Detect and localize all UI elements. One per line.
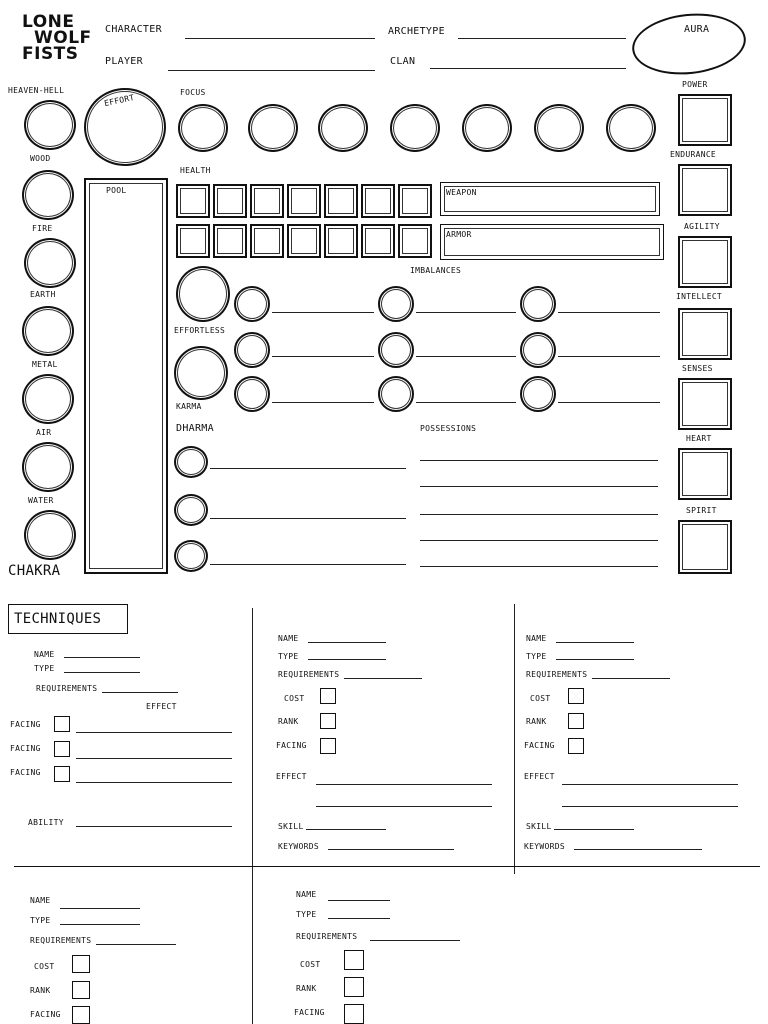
tech5-cost-label: COST bbox=[300, 960, 321, 969]
stat-endurance-box[interactable] bbox=[678, 164, 732, 216]
tech4-facing-box[interactable] bbox=[72, 1006, 90, 1024]
character-field[interactable] bbox=[185, 38, 375, 39]
health-box[interactable] bbox=[287, 184, 321, 218]
pool-box[interactable] bbox=[84, 178, 168, 574]
stat-agility-label: AGILITY bbox=[684, 222, 720, 231]
focus-circle[interactable] bbox=[318, 104, 368, 152]
techniques-title: TECHNIQUES bbox=[14, 611, 102, 627]
health-box[interactable] bbox=[213, 184, 247, 218]
chakra-earth-circle[interactable] bbox=[22, 306, 74, 356]
possessions-line[interactable] bbox=[420, 566, 658, 567]
archetype-field[interactable] bbox=[458, 38, 626, 39]
imbalance-line[interactable] bbox=[272, 356, 374, 357]
tech4-requirements-field[interactable] bbox=[96, 944, 176, 945]
imbalances-label: IMBALANCES bbox=[410, 266, 462, 275]
clan-label: CLAN bbox=[390, 56, 416, 67]
tech2-name-field[interactable] bbox=[308, 642, 386, 643]
tech1-facing-line[interactable] bbox=[76, 758, 232, 759]
tech5-name-label: NAME bbox=[296, 890, 317, 899]
divider-vertical bbox=[252, 608, 253, 1024]
tech1-ability-field[interactable] bbox=[76, 826, 232, 827]
stat-power-box[interactable] bbox=[678, 94, 732, 146]
imbalance-line[interactable] bbox=[416, 356, 516, 357]
tech5-type-field[interactable] bbox=[328, 918, 390, 919]
chakra-fire-circle[interactable] bbox=[24, 238, 76, 288]
chakra-heaven-hell-circle[interactable] bbox=[24, 100, 76, 150]
imbalance-line[interactable] bbox=[272, 402, 374, 403]
tech2-cost-label: COST bbox=[284, 694, 305, 703]
tech4-cost-box[interactable] bbox=[72, 955, 90, 973]
tech5-name-field[interactable] bbox=[328, 900, 390, 901]
dharma-line[interactable] bbox=[210, 518, 406, 519]
stat-power-label: POWER bbox=[682, 80, 708, 89]
tech2-requirements-label: REQUIREMENTS bbox=[278, 670, 340, 679]
health-label: HEALTH bbox=[180, 166, 211, 175]
health-box[interactable] bbox=[324, 184, 358, 218]
tech5-requirements-field[interactable] bbox=[370, 940, 460, 941]
tech1-facing-label: FACING bbox=[10, 768, 41, 777]
tech4-type-label: TYPE bbox=[30, 916, 51, 925]
health-box[interactable] bbox=[324, 224, 358, 258]
chakra-water-circle[interactable] bbox=[24, 510, 76, 560]
chakra-title: CHAKRA bbox=[8, 563, 61, 579]
tech4-facing-label: FACING bbox=[30, 1010, 61, 1019]
tech3-effect-field[interactable] bbox=[562, 784, 738, 785]
tech1-facing-box[interactable] bbox=[54, 766, 70, 782]
imbalance-line[interactable] bbox=[558, 356, 660, 357]
imbalance-circle[interactable] bbox=[234, 376, 270, 412]
tech3-name-label: NAME bbox=[526, 634, 547, 643]
imbalance-circle[interactable] bbox=[378, 376, 414, 412]
effortless-circle[interactable] bbox=[176, 266, 230, 322]
tech1-facing-label: FACING bbox=[10, 744, 41, 753]
health-box[interactable] bbox=[250, 224, 284, 258]
dharma-circle[interactable] bbox=[174, 540, 208, 572]
tech1-type-label: TYPE bbox=[34, 664, 55, 673]
tech1-effect-label: EFFECT bbox=[146, 702, 177, 711]
logo-line-3: FISTS bbox=[22, 44, 79, 64]
imbalance-circle[interactable] bbox=[520, 332, 556, 368]
tech3-requirements-field[interactable] bbox=[592, 678, 670, 679]
health-box[interactable] bbox=[398, 184, 432, 218]
armor-label: ARMOR bbox=[446, 230, 472, 239]
aura-field[interactable] bbox=[629, 8, 749, 80]
chakra-metal-circle[interactable] bbox=[22, 374, 74, 424]
health-box[interactable] bbox=[176, 224, 210, 258]
tech2-effect-field[interactable] bbox=[316, 806, 492, 807]
focus-circle[interactable] bbox=[248, 104, 298, 152]
tech2-type-label: TYPE bbox=[278, 652, 299, 661]
chakra-wood-circle[interactable] bbox=[22, 170, 74, 220]
tech3-type-label: TYPE bbox=[526, 652, 547, 661]
player-field[interactable] bbox=[168, 70, 375, 71]
tech1-facing-box[interactable] bbox=[54, 716, 70, 732]
tech2-requirements-field[interactable] bbox=[344, 678, 422, 679]
health-box[interactable] bbox=[213, 224, 247, 258]
chakra-wood-label: WOOD bbox=[30, 154, 51, 163]
aura-label: AURA bbox=[684, 24, 710, 35]
armor-field[interactable] bbox=[440, 224, 664, 260]
dharma-label: DHARMA bbox=[176, 423, 214, 434]
tech2-keywords-field[interactable] bbox=[328, 849, 454, 850]
tech1-facing-line[interactable] bbox=[76, 782, 232, 783]
tech5-facing-label: FACING bbox=[294, 1008, 325, 1017]
tech3-type-field[interactable] bbox=[556, 659, 634, 660]
tech3-cost-box[interactable] bbox=[568, 688, 584, 704]
tech2-facing-label: FACING bbox=[276, 741, 307, 750]
health-box[interactable] bbox=[398, 224, 432, 258]
tech5-cost-box[interactable] bbox=[344, 950, 364, 970]
imbalance-line[interactable] bbox=[416, 312, 516, 313]
tech5-rank-label: RANK bbox=[296, 984, 317, 993]
chakra-water-label: WATER bbox=[28, 496, 54, 505]
imbalance-line[interactable] bbox=[558, 402, 660, 403]
tech1-requirements-field[interactable] bbox=[102, 692, 178, 693]
tech2-effect-field[interactable] bbox=[316, 784, 492, 785]
tech3-name-field[interactable] bbox=[556, 642, 634, 643]
health-box[interactable] bbox=[287, 224, 321, 258]
imbalance-circle[interactable] bbox=[378, 286, 414, 322]
imbalance-line[interactable] bbox=[272, 312, 374, 313]
imbalance-circle[interactable] bbox=[520, 286, 556, 322]
tech2-facing-box[interactable] bbox=[320, 738, 336, 754]
stat-heart-box[interactable] bbox=[678, 448, 732, 500]
tech4-requirements-label: REQUIREMENTS bbox=[30, 936, 92, 945]
tech3-skill-label: SKILL bbox=[526, 822, 552, 831]
chakra-earth-label: EARTH bbox=[30, 290, 56, 299]
stat-senses-box[interactable] bbox=[678, 378, 732, 430]
tech2-skill-field[interactable] bbox=[306, 829, 386, 830]
logo-line-1: LONE bbox=[22, 12, 75, 32]
tech3-effect-label: EFFECT bbox=[524, 772, 555, 781]
tech5-type-label: TYPE bbox=[296, 910, 317, 919]
tech1-ability-label: ABILITY bbox=[28, 818, 64, 827]
pool-label: POOL bbox=[106, 186, 127, 195]
tech3-rank-label: RANK bbox=[526, 717, 547, 726]
possessions-line[interactable] bbox=[420, 486, 658, 487]
dharma-line[interactable] bbox=[210, 564, 406, 565]
tech3-facing-box[interactable] bbox=[568, 738, 584, 754]
tech5-requirements-label: REQUIREMENTS bbox=[296, 932, 358, 941]
logo bbox=[22, 14, 92, 62]
tech1-type-field[interactable] bbox=[64, 672, 140, 673]
tech1-requirements-label: REQUIREMENTS bbox=[36, 684, 98, 693]
chakra-air-circle[interactable] bbox=[22, 442, 74, 492]
tech2-name-label: NAME bbox=[278, 634, 299, 643]
chakra-fire-label: FIRE bbox=[32, 224, 53, 233]
focus-circle[interactable] bbox=[462, 104, 512, 152]
health-box[interactable] bbox=[361, 184, 395, 218]
character-label: CHARACTER bbox=[105, 24, 162, 35]
stat-spirit-box[interactable] bbox=[678, 520, 732, 574]
karma-label: KARMA bbox=[176, 402, 202, 411]
logo-line-2: WOLF bbox=[34, 28, 92, 48]
stat-heart-label: HEART bbox=[686, 434, 712, 443]
focus-circle[interactable] bbox=[390, 104, 440, 152]
tech3-keywords-field[interactable] bbox=[574, 849, 702, 850]
tech3-rank-box[interactable] bbox=[568, 713, 584, 729]
tech1-facing-line[interactable] bbox=[76, 732, 232, 733]
clan-field[interactable] bbox=[430, 68, 626, 69]
dharma-circle[interactable] bbox=[174, 494, 208, 526]
weapon-label: WEAPON bbox=[446, 188, 477, 197]
chakra-metal-label: METAL bbox=[32, 360, 58, 369]
tech1-facing-box[interactable] bbox=[54, 741, 70, 757]
tech4-cost-label: COST bbox=[34, 962, 55, 971]
stat-agility-box[interactable] bbox=[678, 236, 732, 288]
possessions-line[interactable] bbox=[420, 540, 658, 541]
stat-endurance-label: ENDURANCE bbox=[670, 150, 717, 159]
tech2-keywords-label: KEYWORDS bbox=[278, 842, 319, 851]
divider-horizontal bbox=[14, 866, 760, 867]
health-box[interactable] bbox=[176, 184, 210, 218]
tech3-effect-field[interactable] bbox=[562, 806, 738, 807]
dharma-circle[interactable] bbox=[174, 446, 208, 478]
tech1-facing-label: FACING bbox=[10, 720, 41, 729]
tech2-rank-label: RANK bbox=[278, 717, 299, 726]
stat-spirit-label: SPIRIT bbox=[686, 506, 717, 515]
tech3-skill-field[interactable] bbox=[554, 829, 634, 830]
divider-vertical bbox=[514, 604, 515, 874]
tech5-facing-box[interactable] bbox=[344, 1004, 364, 1024]
imbalance-circle[interactable] bbox=[378, 332, 414, 368]
tech4-rank-label: RANK bbox=[30, 986, 51, 995]
tech4-name-field[interactable] bbox=[60, 908, 140, 909]
health-box[interactable] bbox=[250, 184, 284, 218]
stat-intellect-box[interactable] bbox=[678, 308, 732, 360]
focus-circle[interactable] bbox=[178, 104, 228, 152]
focus-circle[interactable] bbox=[606, 104, 656, 152]
tech2-effect-label: EFFECT bbox=[276, 772, 307, 781]
focus-label: FOCUS bbox=[180, 88, 206, 97]
imbalance-circle[interactable] bbox=[234, 286, 270, 322]
tech3-cost-label: COST bbox=[530, 694, 551, 703]
dharma-line[interactable] bbox=[210, 468, 406, 469]
imbalance-line[interactable] bbox=[416, 402, 516, 403]
tech2-type-field[interactable] bbox=[308, 659, 386, 660]
tech2-rank-box[interactable] bbox=[320, 713, 336, 729]
tech1-name-field[interactable] bbox=[64, 657, 140, 658]
stat-intellect-label: INTELLECT bbox=[676, 292, 723, 301]
player-label: PLAYER bbox=[105, 56, 143, 67]
tech2-skill-label: SKILL bbox=[278, 822, 304, 831]
possessions-line[interactable] bbox=[420, 460, 658, 461]
imbalance-line[interactable] bbox=[558, 312, 660, 313]
archetype-label: ARCHETYPE bbox=[388, 26, 445, 37]
effortless-label: EFFORTLESS bbox=[174, 326, 226, 335]
imbalance-circle[interactable] bbox=[234, 332, 270, 368]
possessions-label: POSSESSIONS bbox=[420, 424, 477, 433]
tech3-keywords-label: KEYWORDS bbox=[524, 842, 565, 851]
possessions-line[interactable] bbox=[420, 514, 658, 515]
stat-senses-label: SENSES bbox=[682, 364, 713, 373]
chakra-heaven-hell-label: HEAVEN-HELL bbox=[8, 86, 65, 95]
tech4-type-field[interactable] bbox=[60, 924, 140, 925]
tech2-cost-box[interactable] bbox=[320, 688, 336, 704]
tech5-rank-box[interactable] bbox=[344, 977, 364, 997]
effort-label: EFFORT bbox=[103, 92, 136, 109]
imbalance-circle[interactable] bbox=[520, 376, 556, 412]
tech4-name-label: NAME bbox=[30, 896, 51, 905]
karma-circle[interactable] bbox=[174, 346, 228, 400]
health-box[interactable] bbox=[361, 224, 395, 258]
chakra-air-label: AIR bbox=[36, 428, 52, 437]
focus-circle[interactable] bbox=[534, 104, 584, 152]
tech3-requirements-label: REQUIREMENTS bbox=[526, 670, 588, 679]
tech4-rank-box[interactable] bbox=[72, 981, 90, 999]
tech3-facing-label: FACING bbox=[524, 741, 555, 750]
tech1-name-label: NAME bbox=[34, 650, 55, 659]
